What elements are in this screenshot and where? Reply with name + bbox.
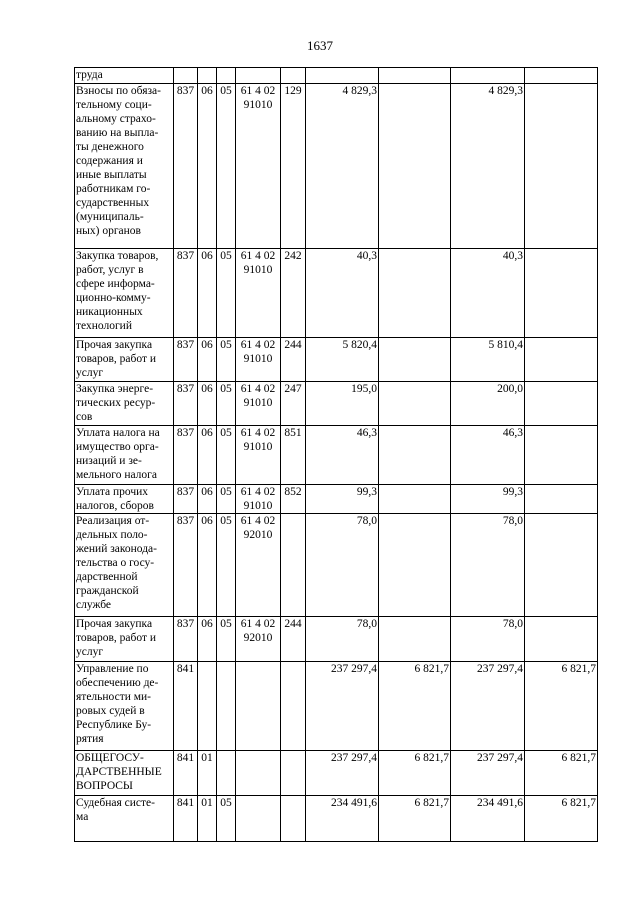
amount-2: 6 821,7 [379, 662, 451, 751]
amount-1: 4 829,3 [306, 84, 379, 249]
section-code: 01 [198, 751, 217, 796]
target-article-code [236, 68, 281, 84]
expense-type-code [281, 514, 306, 617]
target-article-code [236, 662, 281, 751]
subsection-code: 05 [217, 514, 236, 617]
item-name: Реализация от- дельных поло- жений законода- тельства о госу- дарственной гражданской службе [75, 514, 174, 617]
section-code: 01 [198, 796, 217, 842]
section-code: 06 [198, 382, 217, 426]
target-article-code: 61 4 02 91010 [236, 426, 281, 485]
amount-4 [525, 514, 598, 617]
item-name: Прочая закупка товаров, работ и услуг [75, 617, 174, 662]
grbs-code: 837 [174, 382, 198, 426]
expense-type-code: 852 [281, 485, 306, 514]
table-row [75, 338, 598, 382]
amount-3: 5 810,4 [451, 338, 525, 382]
amount-2 [379, 68, 451, 84]
amount-4 [525, 249, 598, 338]
target-article-code: 61 4 02 91010 [236, 84, 281, 249]
amount-3: 237 297,4 [451, 662, 525, 751]
amount-2 [379, 617, 451, 662]
grbs-code: 841 [174, 796, 198, 842]
amount-4: 6 821,7 [525, 662, 598, 751]
subsection-code: 05 [217, 338, 236, 382]
target-article-code: 61 4 02 91010 [236, 485, 281, 514]
amount-3: 237 297,4 [451, 751, 525, 796]
amount-1: 234 491,6 [306, 796, 379, 842]
amount-2 [379, 84, 451, 249]
amount-4 [525, 338, 598, 382]
amount-1: 195,0 [306, 382, 379, 426]
grbs-code: 841 [174, 751, 198, 796]
subsection-code: 05 [217, 249, 236, 338]
subsection-code: 05 [217, 617, 236, 662]
subsection-code: 05 [217, 84, 236, 249]
item-name: ОБЩЕГОСУ- ДАРСТВЕННЫЕ ВОПРОСЫ [75, 751, 174, 796]
amount-2 [379, 338, 451, 382]
expense-type-code [281, 796, 306, 842]
item-name: труда [75, 68, 174, 84]
amount-1 [306, 68, 379, 84]
table-row [75, 796, 598, 842]
subsection-code: 05 [217, 485, 236, 514]
amount-3 [451, 68, 525, 84]
amount-2 [379, 485, 451, 514]
budget-table [74, 67, 598, 842]
amount-4 [525, 382, 598, 426]
subsection-code [217, 662, 236, 751]
amount-3: 99,3 [451, 485, 525, 514]
amount-3: 40,3 [451, 249, 525, 338]
amount-4: 6 821,7 [525, 751, 598, 796]
grbs-code: 837 [174, 338, 198, 382]
subsection-code [217, 68, 236, 84]
amount-3: 78,0 [451, 514, 525, 617]
section-code: 06 [198, 485, 217, 514]
table-row [75, 751, 598, 796]
amount-3: 200,0 [451, 382, 525, 426]
table-row [75, 68, 598, 84]
item-name: Управление по обеспечению де- ятельности ми- ровых судей в Республике Бу- рятия [75, 662, 174, 751]
section-code: 06 [198, 617, 217, 662]
section-code: 06 [198, 514, 217, 617]
table-row [75, 249, 598, 338]
section-code: 06 [198, 249, 217, 338]
expense-type-code [281, 662, 306, 751]
amount-2 [379, 249, 451, 338]
section-code: 06 [198, 84, 217, 249]
target-article-code: 61 4 02 92010 [236, 514, 281, 617]
amount-2: 6 821,7 [379, 751, 451, 796]
item-name: Взносы по обяза- тельному соци- альному страхо- ванию на выпла- ты денежного содержания и иные выплаты работникам го- сударственных (муниципаль- ных) органов [75, 84, 174, 249]
amount-4: 6 821,7 [525, 796, 598, 842]
target-article-code: 61 4 02 91010 [236, 249, 281, 338]
table-row [75, 84, 598, 249]
section-code: 06 [198, 426, 217, 485]
amount-1: 237 297,4 [306, 662, 379, 751]
amount-2: 6 821,7 [379, 796, 451, 842]
amount-1: 78,0 [306, 617, 379, 662]
table-row [75, 382, 598, 426]
amount-1: 78,0 [306, 514, 379, 617]
grbs-code: 837 [174, 84, 198, 249]
expense-type-code: 244 [281, 617, 306, 662]
amount-3: 46,3 [451, 426, 525, 485]
grbs-code [174, 68, 198, 84]
item-name: Закупка товаров, работ, услуг в сфере информа- ционно-комму- никационных технологий [75, 249, 174, 338]
target-article-code: 61 4 02 91010 [236, 382, 281, 426]
grbs-code: 837 [174, 249, 198, 338]
target-article-code: 61 4 02 92010 [236, 617, 281, 662]
grbs-code: 837 [174, 485, 198, 514]
table-row [75, 662, 598, 751]
expense-type-code: 129 [281, 84, 306, 249]
amount-4 [525, 617, 598, 662]
expense-type-code [281, 68, 306, 84]
amount-2 [379, 426, 451, 485]
subsection-code: 05 [217, 382, 236, 426]
target-article-code: 61 4 02 91010 [236, 338, 281, 382]
amount-3: 4 829,3 [451, 84, 525, 249]
grbs-code: 837 [174, 617, 198, 662]
amount-4 [525, 485, 598, 514]
amount-4 [525, 84, 598, 249]
section-code [198, 68, 217, 84]
target-article-code [236, 751, 281, 796]
table-row [75, 485, 598, 514]
item-name: Закупка энерге- тических ресур- сов [75, 382, 174, 426]
target-article-code [236, 796, 281, 842]
amount-4 [525, 68, 598, 84]
section-code [198, 662, 217, 751]
subsection-code [217, 751, 236, 796]
amount-3: 234 491,6 [451, 796, 525, 842]
amount-4 [525, 426, 598, 485]
item-name: Судебная систе- ма [75, 796, 174, 842]
subsection-code: 05 [217, 426, 236, 485]
expense-type-code [281, 751, 306, 796]
section-code: 06 [198, 338, 217, 382]
subsection-code: 05 [217, 796, 236, 842]
expense-type-code: 247 [281, 382, 306, 426]
grbs-code: 837 [174, 514, 198, 617]
expense-type-code: 242 [281, 249, 306, 338]
amount-1: 99,3 [306, 485, 379, 514]
amount-2 [379, 382, 451, 426]
item-name: Прочая закупка товаров, работ и услуг [75, 338, 174, 382]
grbs-code: 837 [174, 426, 198, 485]
page-number: 1637 [307, 38, 333, 53]
amount-1: 46,3 [306, 426, 379, 485]
grbs-code: 841 [174, 662, 198, 751]
table-row [75, 514, 598, 617]
expense-type-code: 244 [281, 338, 306, 382]
amount-1: 237 297,4 [306, 751, 379, 796]
table-row [75, 617, 598, 662]
amount-2 [379, 514, 451, 617]
table-row [75, 426, 598, 485]
item-name: Уплата прочих налогов, сборов [75, 485, 174, 514]
amount-3: 78,0 [451, 617, 525, 662]
expense-type-code: 851 [281, 426, 306, 485]
amount-1: 5 820,4 [306, 338, 379, 382]
item-name: Уплата налога на имущество орга- низаций и зе- мельного налога [75, 426, 174, 485]
amount-1: 40,3 [306, 249, 379, 338]
